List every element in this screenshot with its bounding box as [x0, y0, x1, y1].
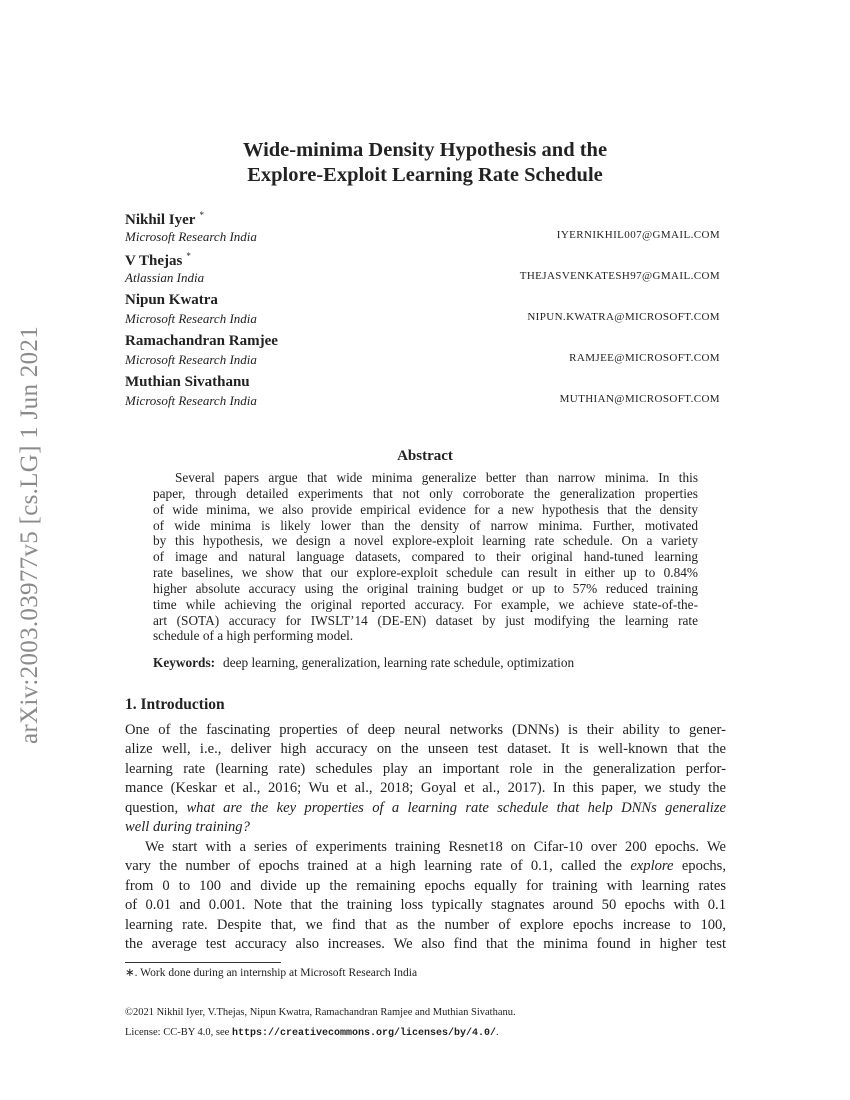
abstract-line: by this hypothesis, we design a novel explore-exploit learning rate schedule. On a variety: [153, 533, 698, 549]
abstract-line: paper, through detailed experiments that not only corroborate the generalization properties: [153, 485, 698, 501]
author-name-text: Nikhil Iyer: [125, 212, 196, 228]
author-email[interactable]: THEJASVENKATESH97@GMAIL.COM: [519, 270, 720, 282]
author-name: [125, 251, 725, 269]
abstract-body: [153, 470, 698, 644]
abstract-line: schedule of a high performing model.: [153, 628, 354, 644]
license-text: License: CC-BY 4.0, see: [125, 1027, 232, 1038]
footnote-mark: *: [186, 251, 191, 261]
paper-title-line-2: Explore-Exploit Learning Rate Schedule: [247, 164, 603, 186]
author-name: [125, 210, 725, 228]
author-name: [125, 374, 725, 392]
paragraph-line: [125, 799, 726, 818]
author-name-text: Nipun Kwatra: [125, 292, 218, 308]
author-email[interactable]: MUTHIAN@MICROSOFT.COM: [559, 393, 720, 405]
keywords: [153, 655, 574, 671]
author-block: [125, 292, 725, 327]
paragraph-line: [125, 857, 726, 876]
emphasized-text: what are the key properties of a learning rate schedule that help DNNs generalize: [186, 799, 726, 816]
author-block: [125, 374, 725, 409]
text-segment: learning rate. Despite that, we find that as the number of explore epochs increase to 100,: [125, 916, 726, 933]
section-heading-introduction: 1. Introduction: [125, 696, 225, 713]
text-segment: mance (Keskar et al., 2016; Wu et al., 2018; Goyal et al., 2017). In this paper, we study the: [125, 780, 726, 797]
emphasized-text: explore: [630, 858, 674, 875]
paragraph-line: [125, 838, 726, 857]
paragraph-line: [125, 896, 726, 915]
author-email[interactable]: IYERNIKHIL007@GMAIL.COM: [556, 229, 720, 241]
footnote: ∗. Work done during an internship at Microsoft Research India: [125, 967, 418, 979]
paper-title-line-1: Wide-minima Density Hypothesis and the: [242, 139, 608, 161]
license-notice: [125, 1027, 499, 1039]
paragraph-line: [125, 935, 726, 954]
text-segment: of 0.01 and 0.001. Note that the training loss typically stagnates around 50 epochs with 0.1: [125, 897, 726, 914]
introduction-body: [125, 721, 726, 954]
author-affiliation: Microsoft Research India: [125, 229, 257, 244]
author-block: [125, 333, 725, 368]
abstract-line: of image and natural language datasets, compared to their original hand-tuned learning: [153, 549, 698, 565]
text-segment: the average test accuracy also increases. We also find that the minima found in higher test: [125, 935, 726, 952]
author-name-text: Ramachandran Ramjee: [125, 333, 278, 349]
keywords-label: Keywords:: [153, 655, 216, 670]
author-name-text: V Thejas: [125, 253, 183, 269]
keywords-list: deep learning, generalization, learning rate schedule, optimization: [223, 655, 575, 670]
text-segment: vary the number of epochs trained at a high learning rate of 0.1, called the: [125, 858, 631, 875]
text-segment: We start with a series of experiments training Resnet18 on Cifar-10 over 200 epochs. We: [145, 838, 726, 855]
license-link[interactable]: https://creativecommons.org/licenses/by/4.0/: [231, 1028, 496, 1039]
abstract-line: Several papers argue that wide minima generalize better than narrow minima. In this: [175, 470, 698, 485]
paragraph-line: [125, 877, 726, 896]
text-segment: One of the fascinating properties of deep neural networks (DNNs) is their ability to gener-: [125, 722, 726, 738]
footnote-mark: *: [199, 210, 204, 220]
abstract-line: of wide minima, we also provide empirical evidence for a new hypothesis that the density: [153, 501, 698, 517]
author-name: [125, 333, 725, 351]
author-affiliation: Microsoft Research India: [125, 352, 257, 367]
abstract-line: art (SOTA) accuracy for IWSLT’14 (DE-EN) dataset by just modifying the learning rate: [153, 612, 698, 628]
emphasized-text: well during training?: [125, 819, 250, 836]
text-segment: epochs,: [673, 858, 726, 875]
copyright-notice: ©2021 Nikhil Iyer, V.Thejas, Nipun Kwatra, Ramachandran Ramjee and Muthian Sivathanu.: [125, 1007, 516, 1018]
text-segment: learning rate (learning rate) schedules play an important role in the generalization perfor-: [125, 760, 726, 777]
text-segment: from 0 to 100 and divide up the remaining epochs equally for training with learning rates: [125, 877, 726, 894]
text-segment: question,: [125, 799, 187, 816]
abstract-line: rate baselines, we show that our explore-exploit schedule can result in either up to 0.84%: [153, 565, 698, 581]
paragraph-line: [125, 779, 726, 798]
text-segment: alize well, i.e., deliver high accuracy on the unseen test dataset. It is well-known that the: [125, 741, 726, 758]
abstract-line: of wide minima is likely lower than the density of narrow minima. Further, motivated: [153, 517, 698, 533]
author-block: [125, 210, 725, 245]
author-affiliation: Microsoft Research India: [125, 311, 257, 326]
author-affiliation: Atlassian India: [125, 270, 205, 285]
arxiv-identifier-stamp: arXiv:2003.03977v5 [cs.LG] 1 Jun 2021: [16, 326, 43, 744]
abstract-line: time while achieving the original reported accuracy. For example, we achieve state-of-the-: [153, 596, 698, 612]
author-email[interactable]: NIPUN.KWATRA@MICROSOFT.COM: [527, 311, 720, 323]
author-block: [125, 251, 725, 286]
author-email[interactable]: RAMJEE@MICROSOFT.COM: [569, 352, 720, 364]
paragraph-line: [125, 721, 726, 740]
paragraph-line: [125, 740, 726, 759]
author-affiliation: Microsoft Research India: [125, 393, 257, 408]
author-name-text: Muthian Sivathanu: [125, 374, 250, 390]
paragraph-line: [125, 916, 726, 935]
abstract-heading: Abstract: [397, 448, 453, 464]
footnote-divider: [125, 962, 281, 963]
paragraph-line: [125, 760, 726, 779]
abstract-line: higher absolute accuracy using the original training budget or up to 57% reduced training: [153, 580, 698, 596]
license-suffix: .: [495, 1027, 499, 1038]
author-name: [125, 292, 725, 310]
paragraph-line: [125, 818, 726, 837]
